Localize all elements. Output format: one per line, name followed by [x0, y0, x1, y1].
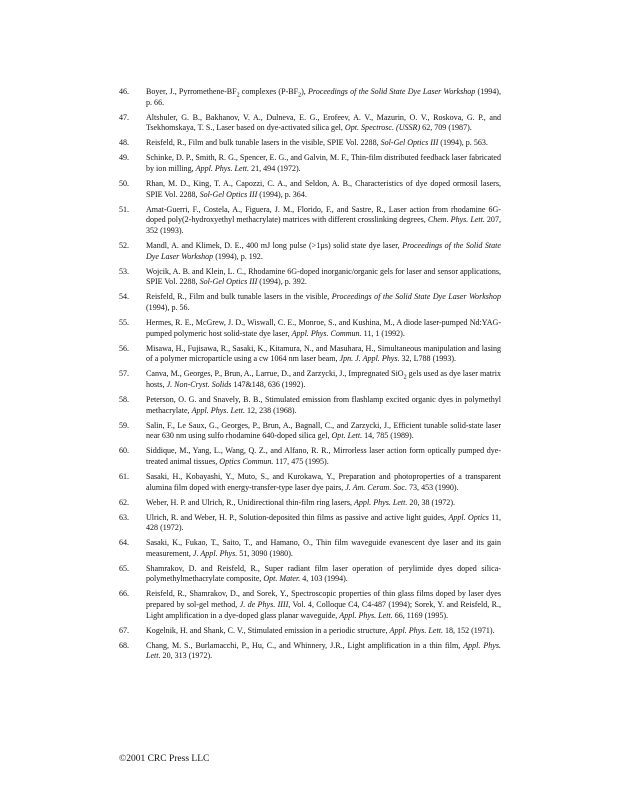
reference-item	[119, 472, 501, 493]
reference-journal-text: Appl. Phys. Lett.	[195, 163, 250, 173]
reference-text-run: ),	[301, 87, 309, 96]
reference-text-run: Misawa, H., Fujisawa, R., Sasaki, K., Kitamura, N., and Masuhara, H., Simultaneous manipulation and lasing of a polymer microparticle using a cw 1064 nm laser beam,	[146, 343, 501, 364]
reference-journal-text: J. Am. Ceram. Soc.	[345, 482, 407, 492]
reference-list	[119, 87, 501, 666]
reference-text-run: 62, 709 (1987).	[420, 123, 472, 133]
reference-number: 61.	[119, 471, 130, 481]
reference-text-run: Salin, F., Le Saux, G., Georges, P., Brun, A., Bagnall, C., and Zarzycki, J., Efficient tunable solid-state laser near 630 nm using sulfo rhodamine 640-doped silica gel,	[146, 420, 501, 441]
reference-item	[119, 138, 501, 149]
reference-number: 64.	[119, 538, 130, 548]
reference-text	[146, 205, 501, 235]
reference-item	[119, 641, 501, 662]
reference-text	[146, 318, 501, 338]
reference-number: 68.	[119, 640, 130, 650]
reference-text-run: Hermes, R. E., McGrew, J. D., Wiswall, C. E., Monroe, S., and Kushina, M., A diode laser-pumped Nd:YAG-pumped polymeric host solid-state dye laser,	[146, 317, 501, 338]
reference-text-run: (1994), p. 563.	[438, 138, 488, 148]
reference-text-run: (1994), p. 192.	[213, 251, 263, 261]
reference-journal-text: Appl. Phys. Lett.	[339, 610, 393, 620]
copyright-footer: ©2001 CRC Press LLC	[119, 754, 210, 764]
reference-text-run: (1994), p. 66.	[146, 87, 501, 107]
reference-text-run: Rhan, M. D., King, T. A., Capozzi, C. A., and Seldon, A. B., Characteristics of dye doped ormosil lasers, SPIE Vol. 2288,	[146, 178, 501, 199]
reference-text-run: Chang, M. S., Burlamacchi, P., Hu, C., and Whinnery, J.R., Light amplification in a thin film,	[146, 640, 464, 650]
reference-journal-text: Proceedings of the Solid State Dye Laser Workshop	[308, 87, 476, 96]
reference-item	[119, 153, 501, 174]
reference-number: 67.	[119, 625, 130, 635]
reference-item	[119, 369, 501, 390]
reference-number: 56.	[119, 343, 130, 353]
reference-number: 55.	[119, 317, 130, 327]
reference-text-run: Weber, H. P. and Ulrich, R., Unidirectional thin-film ring lasers,	[146, 497, 354, 507]
reference-text-run: Ulrich, R. and Weber, H. P., Solution-deposited thin films as passive and active light guides,	[146, 512, 449, 522]
reference-text-run: 66, 1169 (1995).	[392, 610, 449, 620]
reference-journal-text: Proceedings of the Solid State Dye Laser Workshop	[146, 240, 501, 261]
reference-text-run: 4, 103 (1994).	[300, 574, 348, 584]
reference-text	[146, 179, 501, 199]
reference-journal-text: Appl. Phys. Commun.	[291, 328, 362, 338]
reference-number: 49.	[119, 153, 130, 163]
reference-item	[119, 241, 501, 262]
reference-text	[146, 446, 501, 466]
reference-text	[146, 344, 501, 364]
reference-number: 48.	[119, 138, 130, 148]
reference-text-run: Reisfeld, R., Film and bulk tunable lasers in the visible, SPIE Vol. 2288,	[146, 138, 381, 148]
reference-text-run: Mandl, A. and Klimek, D. E., 400 mJ long pulse (>1µs) solid state dye laser,	[146, 240, 403, 250]
reference-text-run: (1994), p. 56.	[146, 302, 190, 312]
reference-text	[146, 369, 501, 389]
reference-text-run: 14, 785 (1989).	[362, 431, 414, 441]
reference-item	[119, 589, 501, 621]
reference-text-run: Shamrakov, D. and Reisfeld, R., Super radiant film laser operation of perylimide dyes doped silica-polymethylmethacrylate composite,	[146, 563, 501, 584]
reference-journal-text: Chem. Phys. Lett.	[427, 215, 485, 225]
reference-text-run: 147&148, 636 (1992).	[231, 379, 306, 389]
reference-item	[119, 205, 501, 237]
reference-journal-text: Sol-Gel Optics III	[380, 138, 439, 148]
reference-text-run: Sasaki, H., Kobayashi, Y., Muto, S., and Kurokawa, Y., Preparation and photoproperties of a transparent alumina film doped with energy-transfer-type laser dye pairs,	[146, 471, 501, 492]
reference-text	[146, 626, 495, 635]
reference-item	[119, 318, 501, 339]
reference-text	[146, 641, 501, 661]
reference-text	[146, 498, 455, 507]
reference-text	[146, 241, 501, 261]
reference-item	[119, 421, 501, 442]
reference-journal-text: J. de Phys. IIII	[239, 600, 289, 610]
reference-text-run: , Vol. 4, Colloque C4, C4-487 (1994); Sorek, Y. and Reisfeld, R., Light amplification in a dye-doped glass planar waveguide,	[146, 600, 501, 620]
reference-text-run: 21, 494 (1972).	[249, 163, 301, 173]
reference-journal-text: Opt. Mater.	[263, 574, 301, 584]
reference-item	[119, 179, 501, 200]
reference-text-run: 11, 1 (1992).	[361, 328, 405, 338]
reference-text-run: Schinke, D. P., Smith, R. G., Spencer, E. G., and Galvin, M. F., Thin-film distributed feedback laser fabricated by ion milling,	[146, 153, 501, 173]
reference-journal-text: Sol-Gel Optics III	[199, 277, 258, 287]
reference-text-run: Canva, M., Georges, P., Brun, A., Larrue, D., and Zarzycki, J., Impregnated SiO	[146, 369, 404, 379]
reference-text-run: Altshuler, G. B., Bakhanov, V. A., Dulneva, E. G., Erofeev, A. V., Mazurin, O. V., Roskova, G. P., and Tsekhomskaya, T. S., Laser based on dye-activated silica gel,	[146, 112, 501, 133]
reference-item	[119, 564, 501, 585]
reference-journal-text: Appl. Phys. Lett.	[389, 625, 443, 635]
reference-text	[146, 472, 501, 492]
reference-text-run: Siddique, M., Yang, L., Wang, Q. Z., and Alfano, R. R., Mirrorless laser action form optically pumped dye-treated animal tissues,	[146, 446, 501, 466]
reference-number: 51.	[119, 204, 130, 214]
reference-item	[119, 513, 501, 534]
reference-text-run: (1994), p. 392.	[257, 277, 307, 287]
reference-text-run: 117, 475 (1995).	[273, 456, 329, 466]
reference-item	[119, 498, 501, 509]
reference-text-run: Reisfeld, R., Film and bulk tunable lasers in the visible,	[146, 292, 332, 302]
reference-text	[146, 564, 501, 584]
reference-item	[119, 446, 501, 467]
reference-text-run: 20, 313 (1972).	[160, 651, 213, 661]
reference-number: 60.	[119, 446, 130, 456]
reference-item	[119, 538, 501, 559]
reference-journal-text: Opt. Spectrosc. (USSR)	[344, 123, 421, 133]
reference-text-run: Wojcik, A. B. and Klein, L. C., Rhodamine 6G-doped inorganic/organic gels for laser and sensor applications, SPIE Vol. 2288,	[146, 266, 501, 287]
reference-number: 53.	[119, 266, 130, 276]
reference-text	[146, 589, 501, 619]
reference-number: 59.	[119, 420, 130, 430]
reference-number: 54.	[119, 292, 130, 302]
reference-text	[146, 267, 501, 287]
reference-text	[146, 87, 501, 107]
reference-journal-text: Opt. Lett.	[331, 431, 363, 441]
reference-item	[119, 395, 501, 416]
reference-text-run: 73, 453 (1990).	[407, 482, 459, 492]
reference-number: 65.	[119, 563, 130, 573]
reference-text	[146, 538, 501, 558]
reference-item	[119, 87, 501, 108]
reference-item	[119, 267, 501, 288]
reference-text	[146, 513, 501, 533]
reference-item	[119, 626, 501, 637]
reference-subscript: 2	[236, 92, 240, 99]
reference-text	[146, 395, 501, 415]
reference-text-run: 20, 38 (1972).	[407, 497, 456, 507]
reference-journal-text: Appl. Phys. Lett.	[191, 405, 245, 415]
reference-text-run: Reisfeld, R., Shamrakov, D., and Sorek, Y., Spectroscopic properties of thin glass films doped by laser dyes prepared by sol-gel method,	[146, 589, 501, 610]
reference-text-run: Kogelnik, H. and Shank, C. V., Stimulated emission in a periodic structure,	[146, 625, 390, 635]
reference-text-run: 12, 238 (1968).	[245, 405, 297, 415]
reference-journal-text: Optics Commun.	[219, 456, 274, 466]
reference-number: 57.	[119, 369, 130, 379]
reference-number: 63.	[119, 512, 130, 522]
reference-text-run: 18, 152 (1971).	[442, 625, 495, 635]
reference-text	[146, 153, 501, 173]
reference-text-run: complexes (P-BF	[239, 87, 299, 96]
reference-number: 46.	[119, 87, 130, 96]
reference-journal-text: J. Non-Cryst. Solids	[166, 379, 232, 389]
reference-text	[146, 421, 501, 441]
reference-text-run: Amat-Guerri, F., Costela, A., Figuera, J. M., Florido, F., and Sastre, R., Laser action from rhodamine 6G-doped poly(2-hydroxyethyl methacrylate) matrices with different crosslinking degrees,	[146, 204, 501, 225]
reference-number: 52.	[119, 240, 130, 250]
reference-text-run: (1994), p. 364.	[257, 189, 307, 199]
reference-journal-text: Sol-Gel Optics III	[199, 189, 258, 199]
reference-journal-text: J. Appl. Phys.	[192, 548, 238, 558]
reference-journal-text: Proceedings of the Solid State Dye Laser Workshop	[331, 292, 501, 302]
reference-number: 47.	[119, 112, 130, 122]
reference-text-run: Peterson, O. G. and Snavely, B. B., Stimulated emission from flashlamp excited organic dyes in polymethyl methacrylate,	[146, 394, 501, 415]
reference-subscript: 2	[403, 374, 407, 381]
reference-text-run: 207, 352 (1993).	[146, 215, 501, 235]
reference-text	[146, 113, 501, 133]
reference-journal-text: Appl. Optics	[448, 512, 489, 522]
reference-journal-text: Appl. Phys. Lett.	[353, 497, 408, 507]
reference-journal-text: Appl. Phys. Lett.	[146, 640, 502, 661]
reference-text-run: 32, L788 (1993).	[399, 354, 457, 364]
reference-subscript: 2	[298, 92, 302, 99]
reference-text-run: gels used as dye laser matrix hosts,	[146, 369, 501, 389]
reference-item	[119, 292, 501, 313]
reference-text-run: Boyer, J., Pyrromethene-BF	[146, 87, 237, 96]
reference-journal-text: Jpn. J. Appl. Phys.	[339, 354, 400, 364]
reference-item	[119, 344, 501, 365]
reference-text	[146, 138, 488, 147]
reference-number: 50.	[119, 178, 130, 188]
reference-item	[119, 113, 501, 134]
reference-text-run: 51, 3090 (1980).	[237, 548, 293, 558]
reference-text	[146, 292, 501, 312]
reference-number: 66.	[119, 589, 130, 599]
reference-text-run: 11, 428 (1972).	[146, 512, 501, 533]
reference-number: 62.	[119, 497, 130, 507]
reference-text-run: Sasaki, K., Fukao, T., Saito, T., and Hamano, O., Thin film waveguide evanescent dye laser and its gain measurement,	[146, 538, 501, 558]
reference-number: 58.	[119, 394, 130, 404]
